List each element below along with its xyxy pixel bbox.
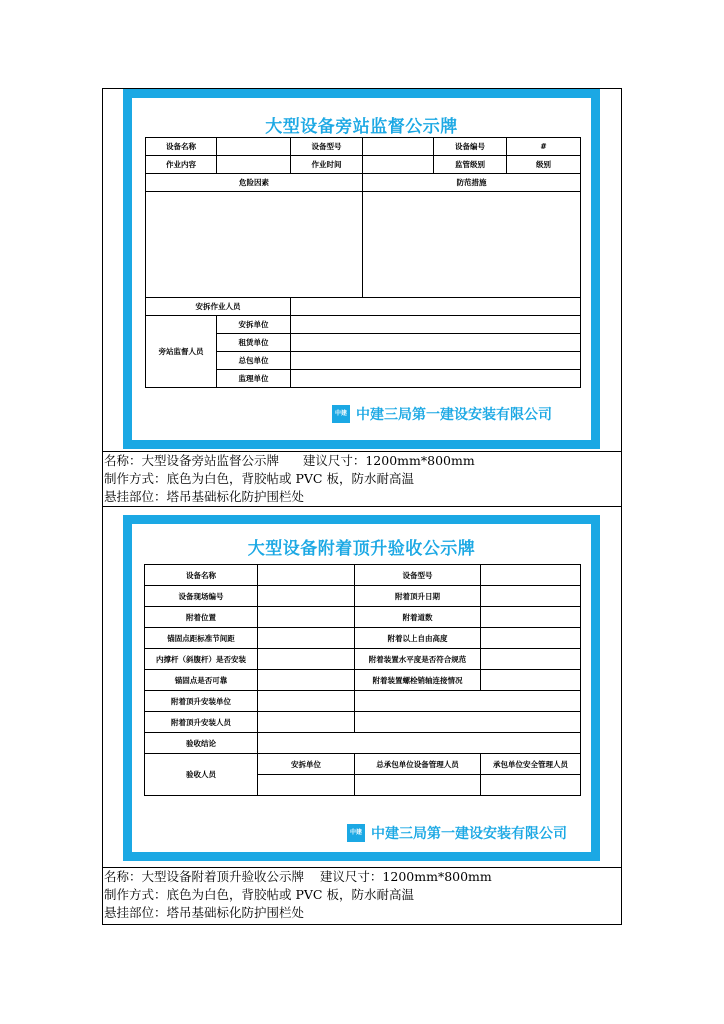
table-row <box>145 670 581 691</box>
unit-label: 租赁单位 <box>217 334 291 352</box>
table-row <box>146 298 581 316</box>
cell-empty <box>217 156 291 174</box>
unit-label: 安拆单位 <box>217 316 291 334</box>
acceptance-col-header: 总承包单位设备管理人员 <box>355 754 481 775</box>
caption1-size: 建议尺寸：1200mm*800mm <box>302 453 475 468</box>
cell-empty <box>355 775 481 796</box>
cell-empty <box>258 649 355 670</box>
company-logo-mark: 中建 <box>347 824 365 842</box>
label-work-content: 作业内容 <box>146 156 217 174</box>
row-label: 附着顶升安装单位 <box>145 691 258 712</box>
company-logo <box>347 823 567 843</box>
cell-empty <box>258 733 581 754</box>
row-label: 验收结论 <box>145 733 258 754</box>
cell-empty <box>481 649 581 670</box>
cell-empty <box>258 691 355 712</box>
table-row <box>145 649 581 670</box>
table-row <box>146 192 581 298</box>
cell-empty <box>481 565 581 586</box>
cell-empty <box>258 712 355 733</box>
table-row <box>145 754 581 775</box>
cell-empty <box>258 670 355 691</box>
cell-empty <box>355 691 581 712</box>
cell-empty <box>481 607 581 628</box>
cell-empty <box>481 670 581 691</box>
table-row <box>146 316 581 334</box>
supervision-board-title: 大型设备旁站监督公示牌 <box>265 117 458 137</box>
acceptance-label: 验收人员 <box>145 754 258 796</box>
row-label: 锚固点距标准节间距 <box>145 628 258 649</box>
row-label: 设备型号 <box>355 565 481 586</box>
value-supervision-level: 级别 <box>507 156 581 174</box>
unit-label: 总包单位 <box>217 352 291 370</box>
cell-empty <box>481 628 581 649</box>
cell-empty <box>363 156 434 174</box>
table-row <box>145 733 581 754</box>
cell-empty <box>217 138 291 156</box>
cell-empty <box>291 316 581 334</box>
label-equipment-number: 设备编号 <box>434 138 507 156</box>
caption1-line2: 制作方式：底色为白色，背胶帖或 PVC 板，防水耐高温 <box>104 471 414 486</box>
table-row <box>146 156 581 174</box>
caption2-line2: 制作方式：底色为白色，背胶帖或 PVC 板，防水耐高温 <box>104 887 414 902</box>
table-row <box>145 628 581 649</box>
label-equipment-name: 设备名称 <box>146 138 217 156</box>
row-label: 附着以上自由高度 <box>355 628 481 649</box>
label-supervision-level: 监管级别 <box>434 156 507 174</box>
caption2-line1 <box>104 868 492 885</box>
acceptance-table <box>144 564 581 796</box>
table-row <box>145 607 581 628</box>
cell-empty <box>291 334 581 352</box>
cell-empty <box>355 712 581 733</box>
supervisor-label: 旁站监督人员 <box>146 316 217 388</box>
row-label: 设备现场编号 <box>145 586 258 607</box>
caption2-size: 建议尺寸：1200mm*800mm <box>319 869 492 884</box>
row-label: 附着装置螺栓销轴连接情况 <box>355 670 481 691</box>
table-row <box>145 586 581 607</box>
cell-empty <box>258 628 355 649</box>
table-row <box>145 712 581 733</box>
cell-empty <box>291 298 581 316</box>
row-label: 设备名称 <box>145 565 258 586</box>
caption1-name: 名称：大型设备旁站监督公示牌 <box>104 453 280 468</box>
worker-label: 安拆作业人员 <box>146 298 291 316</box>
caption1-line3: 悬挂部位：塔吊基础标化防护围栏处 <box>104 489 305 504</box>
row-label: 附着顶升日期 <box>355 586 481 607</box>
row-label: 附着装置水平度是否符合规范 <box>355 649 481 670</box>
cell-empty <box>291 352 581 370</box>
row-label: 附着道数 <box>355 607 481 628</box>
table-row <box>145 691 581 712</box>
table-row <box>146 174 581 192</box>
company-name: 中建三局第一建设安装有限公司 <box>356 407 552 423</box>
cell-empty <box>258 607 355 628</box>
row-label: 附着位置 <box>145 607 258 628</box>
caption1-line1 <box>104 452 475 469</box>
caption2-name: 名称：大型设备附着顶升验收公示牌 <box>104 869 305 884</box>
hazard-area <box>146 192 363 298</box>
cell-empty <box>481 586 581 607</box>
acceptance-board-inner <box>132 524 591 852</box>
acceptance-col-header: 承包单位安全管理人员 <box>481 754 581 775</box>
measures-header: 防范措施 <box>363 174 581 192</box>
supervision-board-inner <box>132 98 591 440</box>
cell-empty <box>481 775 581 796</box>
supervision-board <box>123 89 600 449</box>
cell-empty <box>258 775 355 796</box>
label-work-time: 作业时间 <box>291 156 363 174</box>
acceptance-col-header: 安拆单位 <box>258 754 355 775</box>
cell-empty <box>258 565 355 586</box>
cell-empty <box>291 370 581 388</box>
cell-empty <box>363 138 434 156</box>
acceptance-board <box>123 515 600 861</box>
company-logo <box>332 404 552 424</box>
table-row <box>145 565 581 586</box>
acceptance-board-title: 大型设备附着顶升验收公示牌 <box>247 539 476 559</box>
company-logo-mark: 中建 <box>332 405 350 423</box>
company-name: 中建三局第一建设安装有限公司 <box>371 826 567 842</box>
hazard-header: 危险因素 <box>146 174 363 192</box>
unit-label: 监理单位 <box>217 370 291 388</box>
value-equipment-number: # <box>507 138 581 156</box>
supervision-table <box>145 137 581 388</box>
measures-area <box>363 192 581 298</box>
row-label: 锚固点是否可靠 <box>145 670 258 691</box>
table-row <box>146 138 581 156</box>
label-equipment-model: 设备型号 <box>291 138 363 156</box>
row-label: 内撑杆（斜腹杆）是否安装 <box>145 649 258 670</box>
caption2-line3: 悬挂部位：塔吊基础标化防护围栏处 <box>104 905 305 920</box>
cell-empty <box>258 586 355 607</box>
row-label: 附着顶升安装人员 <box>145 712 258 733</box>
